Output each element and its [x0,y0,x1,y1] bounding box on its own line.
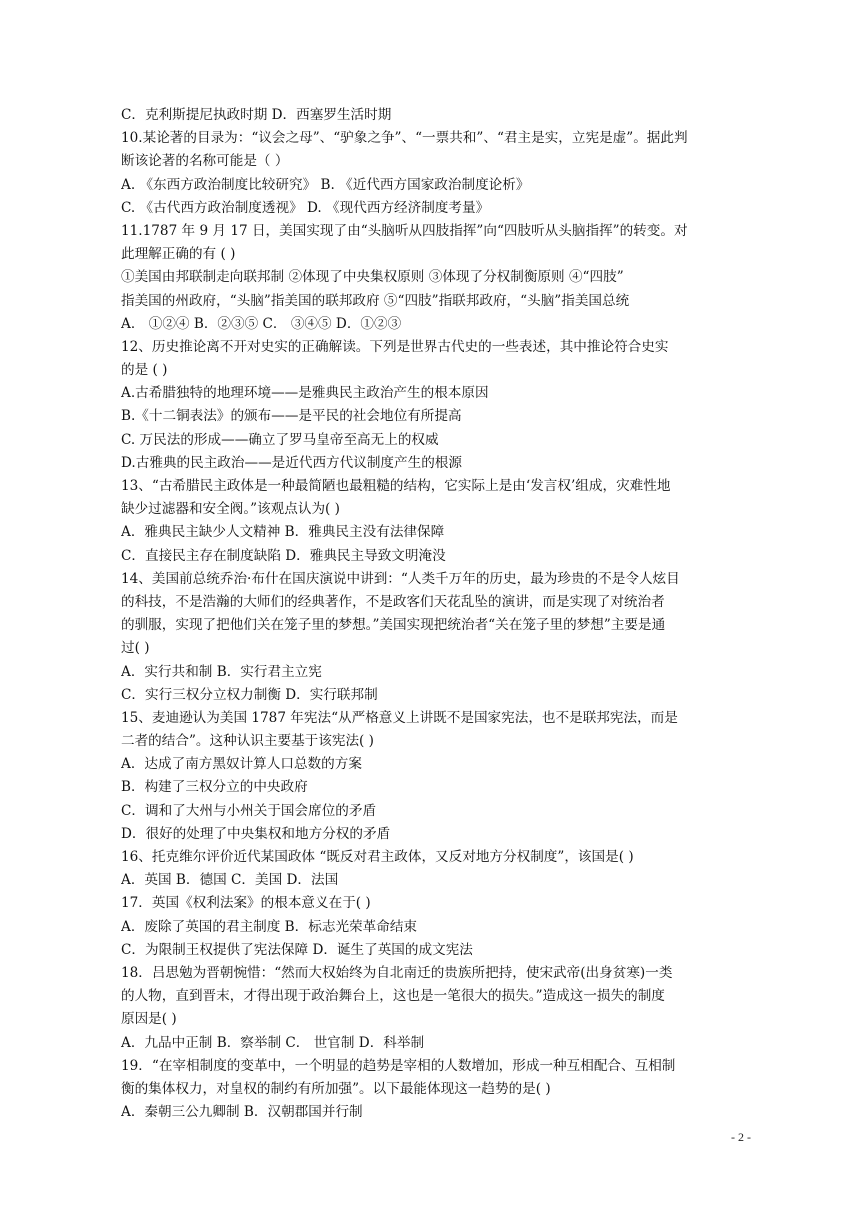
text-line: 指美国的州政府，“头脑”指美国的联邦政府 ⑤“四肢”指联邦政府，“头脑”指美国总统 [121,292,630,309]
text-line: B．构建了三权分立的中央政府 [121,779,308,796]
text-line: C. 万民法的形成——确立了罗马皇帝至高无上的权威 [121,431,439,448]
text-line: A．实行共和制 B．实行君主立宪 [121,663,322,680]
text-line: C. 《古代西方政治制度透视》 D. 《现代西方经济制度考量》 [121,199,490,216]
text-line: 原因是( ) [121,1011,177,1028]
text-line: 15、麦迪逊认为美国 1787 年宪法“从严格意义上讲既不是国家宪法，也不是联邦宪法，而是 [121,709,678,726]
text-line: 16、托克维尔评价近代某国政体 “既反对君主政体，又反对地方分权制度”，该国是( ) [121,849,634,865]
text-line: C．为限制王权提供了宪法保障 D．诞生了英国的成文宪法 [121,941,473,958]
text-line: D.古雅典的民主政治——是近代西方代议制度产生的根源 [121,454,462,471]
text-line: 衡的集体权力，对皇权的制约有所加强”。以下最能体现这一趋势的是( ) [121,1080,551,1097]
text-line: A． ①②④ B．②③⑤ C． ③④⑤ D．①②③ [121,315,402,332]
text-line: 的驯服，实现了把他们关在笼子里的梦想。”美国实现把统治者“关在笼子里的梦想”主要是通 [121,617,666,634]
text-line: B.《十二铜表法》的颁布——是平民的社会地位有所提高 [121,408,462,425]
text-line: C．调和了大州与小州关于国会席位的矛盾 [121,802,377,819]
text-line: 断该论著的名称可能是（ ） [121,153,289,170]
text-line: 10.某论著的目录为：“议会之母”、“驴象之争”、“一票共和”、“君主是实，立宪是虚”。据此判 [121,130,688,147]
text-line: 过( ) [121,640,150,657]
text-line: A．废除了英国的君主制度 B．标志光荣革命结束 [121,918,418,935]
text-line: A．秦朝三公九卿制 B．汉朝郡国并行制 [121,1104,363,1121]
text-line: A．九品中正制 B．察举制 C． 世官制 D．科举制 [121,1034,425,1051]
text-line: C．直接民主存在制度缺陷 D．雅典民主导致文明淹没 [121,547,446,564]
text-line: 12、历史推论离不开对史实的正确解读。下列是世界古代史的一些表述，其中推论符合史实 [121,338,669,355]
text-line: 的人物，直到晋末，才得出现于政治舞台上，这也是一笔很大的损失。”造成这一损失的制度 [121,988,665,1005]
text-line: A．达成了南方黑奴计算人口总数的方案 [121,756,362,773]
text-line: 缺少过滤器和安全阀。”该观点认为( ) [121,501,340,518]
text-line: 17．英国《权利法案》的根本意义在于( ) [121,895,371,912]
text-line: 的是 ( ) [121,362,168,379]
text-line: ①美国由邦联制走向联邦制 ②体现了中央集权原则 ③体现了分权制衡原则 ④“四肢” [121,269,624,286]
text-line: 此理解正确的有 ( ) [121,246,236,263]
text-line: 13、“古希腊民主政体是一种最简陋也最粗糙的结构，它实际上是由‘发言权’组成，灾难性地 [121,478,671,494]
text-line: A．英国 B．德国 C．美国 D．法国 [121,872,339,889]
text-line: 的科技，不是浩瀚的大师们的经典著作，不是政客们天花乱坠的演讲，而是实现了对统治者 [121,593,665,610]
text-line: 18．吕思勉为晋朝惋惜：“然而大权始终为自北南迁的贵族所把持，使宋武帝(出身贫寒)一类 [121,964,673,981]
page-number: - 2 - [731,1130,751,1144]
text-line: 14、美国前总统乔治·布什在国庆演说中讲到：“人类千万年的历史，最为珍贵的不是令人炫目 [121,570,680,587]
text-line: A．雅典民主缺少人文精神 B．雅典民主没有法律保障 [121,524,445,541]
page-content [121,104,741,1124]
text-line: C．克利斯提尼执政时期 D．西塞罗生活时期 [121,107,392,123]
text-line: A. 《东西方政治制度比较研究》 B. 《近代西方国家政治制度论析》 [121,176,530,193]
text-line: C．实行三权分立权力制衡 D．实行联邦制 [121,686,378,703]
text-line: 11.1787 年 9 月 17 日，美国实现了由“头脑听从四肢指挥”向“四肢听从头脑指挥”的转变。对 [121,222,688,239]
text-line: D．很好的处理了中央集权和地方分权的矛盾 [121,825,391,842]
text-line: A.古希腊独特的地理环境——是雅典民主政治产生的根本原因 [121,385,489,402]
text-line: 19．“在宰相制度的变革中，一个明显的趋势是宰相的人数增加，形成一种互相配合、互相制 [121,1057,676,1074]
text-line: 二者的结合”。这种认识主要基于该宪法( ) [121,733,374,750]
